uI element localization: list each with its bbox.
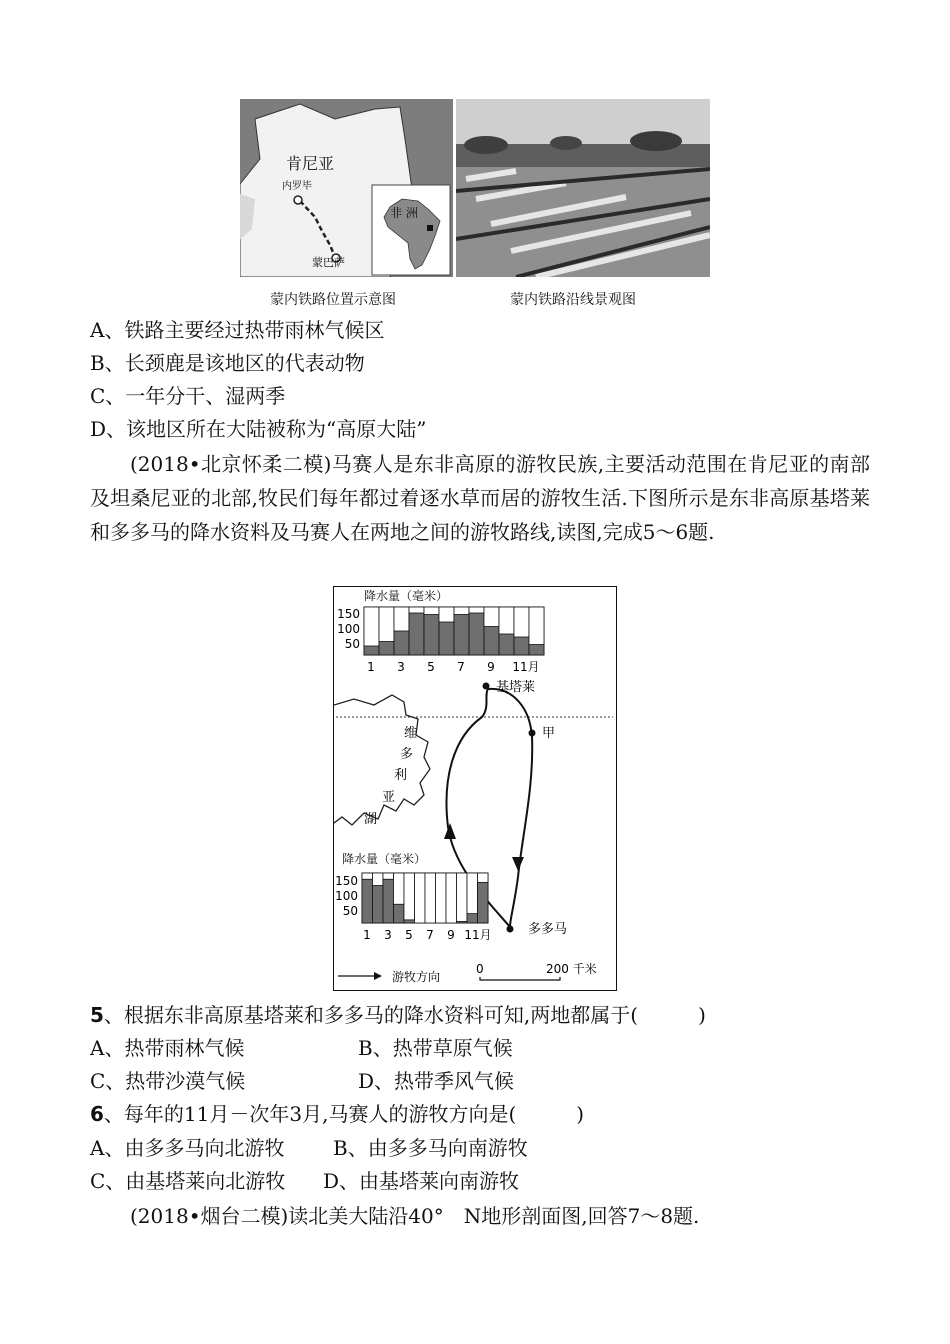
legend-arrow-icon: [374, 972, 382, 980]
q5-stem: [90, 1000, 706, 1030]
bar-bg-month-8: [436, 873, 447, 923]
q5-option-a: A、热带雨林气候: [90, 1036, 245, 1060]
lake-victoria-label: [364, 726, 417, 827]
q6-stem: [90, 1099, 584, 1129]
q5-number: 5: [90, 1003, 104, 1027]
bar-month-4: [394, 904, 405, 923]
xtick: 1: [363, 928, 371, 942]
q5-option-b: B、热带草原气候: [358, 1036, 513, 1060]
q4-option-c: C、一年分干、湿两季: [90, 384, 286, 408]
lake-char: 维: [404, 726, 418, 741]
bar-month-4: [409, 613, 424, 655]
q6-number: 6: [90, 1102, 104, 1126]
dodoma-label: 多多马: [528, 922, 568, 937]
mombasa-label: 蒙巴萨: [312, 256, 345, 269]
q5-text: 、根据东非高原基塔莱和多多马的降水资料可知,两地都属于( ): [103, 1003, 706, 1027]
lake-char: 多: [400, 747, 414, 762]
bar-month-6: [439, 622, 454, 655]
xtick: 7: [426, 928, 434, 942]
chart-top-xticks: [367, 660, 539, 674]
scale-zero-label: 0: [476, 962, 484, 976]
lake-char: 亚: [382, 790, 396, 805]
bar-month-12: [478, 882, 489, 923]
chart-bottom-bars: [362, 873, 488, 923]
q6-option-a: A、由多多马向北游牧: [90, 1136, 285, 1160]
kenya-map-graphic: [240, 99, 453, 277]
bar-month-2: [373, 886, 384, 924]
xtick: 1: [367, 660, 375, 674]
scale-distance-label: 200 千米: [546, 962, 597, 976]
bar-month-8: [469, 613, 484, 655]
chart-top-yticks: [337, 607, 360, 651]
xtick: 7: [457, 660, 465, 674]
bar-bg-month-7: [425, 873, 436, 923]
arrow-north-icon: [444, 823, 456, 839]
lake-char: 利: [394, 768, 408, 783]
xtick: 9: [447, 928, 455, 942]
chart-top-bars: [364, 607, 544, 655]
bar-month-7: [454, 615, 469, 656]
chart-bottom-title: 降水量（毫米）: [342, 852, 427, 866]
bar-month-1: [362, 879, 373, 923]
q4-option-b: B、长颈鹿是该地区的代表动物: [90, 351, 365, 375]
scale-bar: [480, 977, 560, 980]
xtick: 9: [487, 660, 495, 674]
bar-month-11: [514, 637, 529, 655]
q6-option-c: C、由基塔莱向北游牧: [90, 1169, 286, 1193]
arrow-south-icon: [512, 857, 524, 871]
africa-label: 非 洲: [390, 206, 418, 220]
jia-point: [529, 730, 536, 737]
kitale-label: 基塔莱: [496, 680, 536, 695]
bar-month-3: [394, 631, 409, 655]
chart-bottom-xticks: [363, 928, 491, 942]
xtick: 11月: [512, 660, 540, 674]
bar-month-9: [484, 627, 499, 656]
intro-questions-5-6: (2018•北京怀柔二模)马赛人是东非高原的游牧民族,主要活动范围在肯尼亚的南部及坦桑尼亚的北部,牧民们每年都过着逐水草而居的游牧生活.下图所示是东非高原基塔莱和多多马的降水资料及马赛人在两地之间的游牧路线,读图,完成5～6题.: [90, 452, 870, 544]
ytick: 150: [335, 874, 358, 888]
bar-month-3: [383, 879, 394, 923]
bar-bg-month-10: [457, 873, 468, 923]
bar-bg-month-5: [404, 873, 415, 923]
q6-text: 、每年的11月－次年3月,马赛人的游牧方向是( ): [103, 1102, 585, 1126]
chart-bottom-yticks: [335, 874, 358, 918]
bar-month-12: [529, 645, 544, 656]
chart-top-title: 降水量（毫米）: [364, 589, 449, 603]
xtick: 5: [427, 660, 435, 674]
ytick: 100: [337, 622, 360, 636]
legend-direction-label: 游牧方向: [392, 970, 441, 984]
bar-bg-month-9: [446, 873, 457, 923]
lake-char: 湖: [364, 812, 378, 827]
q5-option-d: D、热带季风气候: [358, 1069, 515, 1093]
bar-bg-month-6: [415, 873, 426, 923]
ytick: 50: [342, 904, 358, 918]
route-southbound: [488, 689, 532, 927]
kenya-location-map: [240, 99, 453, 277]
map-caption: 蒙内铁路位置示意图: [270, 292, 396, 308]
q6-option-d: D、由基塔莱向南游牧: [323, 1169, 520, 1193]
kitale-point: [483, 683, 490, 690]
q6-option-b: B、由多多马向南游牧: [333, 1136, 528, 1160]
bar-month-5: [424, 615, 439, 656]
photo-caption: 蒙内铁路沿线景观图: [510, 292, 636, 308]
ytick: 150: [337, 607, 360, 621]
railway-photo-graphic: [456, 99, 710, 277]
q4-option-d: D、该地区所在大陆被称为“高原大陆”: [90, 417, 427, 441]
ytick: 100: [335, 889, 358, 903]
q4-option-a: A、铁路主要经过热带雨林气候区: [90, 318, 385, 342]
xtick: 3: [397, 660, 405, 674]
xtick: 5: [405, 928, 413, 942]
bar-month-11: [467, 914, 478, 923]
bar-month-2: [379, 642, 394, 656]
jia-label: 甲: [542, 726, 556, 741]
bar-month-1: [364, 646, 379, 655]
intro-questions-7-8: (2018•烟台二模)读北美大陆沿40° N地形剖面图,回答7～8题.: [130, 1204, 700, 1228]
bar-month-10: [499, 634, 514, 655]
xtick: 3: [384, 928, 392, 942]
kenya-label: 肯尼亚: [286, 154, 335, 173]
maasai-migration-figure: [333, 586, 617, 991]
xtick: 11月: [464, 928, 492, 942]
migration-map-graphic: [334, 587, 615, 989]
bar-month-10: [457, 921, 468, 923]
dodoma-point: [507, 926, 514, 933]
railway-landscape-photo: [456, 99, 710, 277]
q5-option-c: C、热带沙漠气候: [90, 1069, 246, 1093]
ytick: 50: [344, 637, 360, 651]
bar-month-5: [404, 920, 415, 923]
nairobi-label: 内罗毕: [282, 181, 312, 192]
